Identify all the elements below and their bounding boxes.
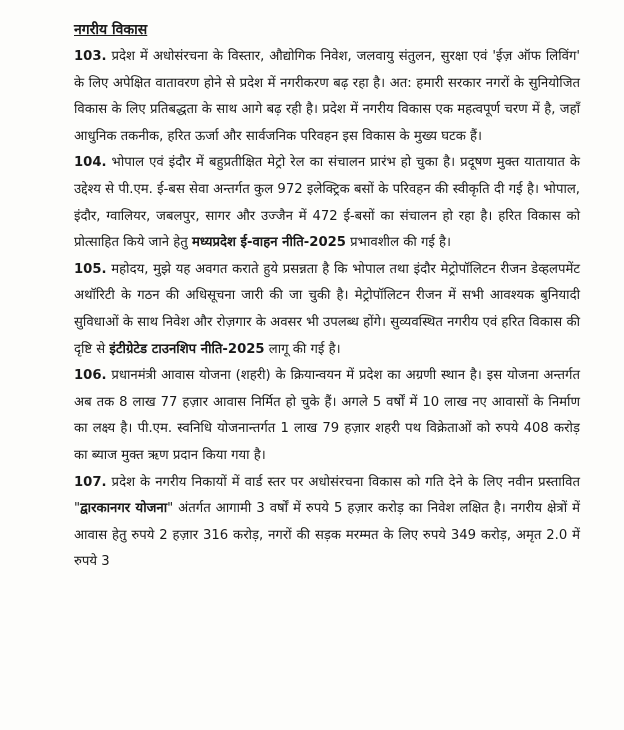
scheme-name-bold: द्वारकानगर योजना <box>80 501 168 517</box>
paragraph-number: 107. <box>74 474 107 490</box>
paragraph-text: प्रभावशील की गई है। <box>345 235 452 251</box>
paragraph-text: भोपाल एवं इंदौर में बहुप्रतीक्षित मेट्रो रेल का संचालन प्रारंभ हो चुका है। प्रदूषण मुक्त यातायात के उद्देश्य से पी.एम. ई-बस सेवा अन्तर्गत कुल 972 इलेक्ट्रिक बसों के परिवहन की स्वीकृति दी गई है। भोपाल, इंदौर, ग्वालियर, जबलपुर, सागर और उज्जैन में 472 ई-बसों का संचालन हो रहा है। हरित विकास को प्रोत्साहित किये जाने हेतु <box>74 155 580 251</box>
paragraph-104 <box>74 150 580 256</box>
paragraph-text: प्रदेश में अधोसंरचना के विस्तार, औद्योगिक निवेश, जलवायु संतुलन, सुरक्षा एवं 'ईज़ ऑफ लिविंग' के लिए अपेक्षित वातावरण होने से प्रदेश में नगरीकरण बढ़ रहा है। अत: हमारी सरकार नगरों के सुनियोजित विकास के लिए प्रतिबद्धता के साथ आगे बढ़ रही है। प्रदेश में नगरीय विकास एक महत्वपूर्ण चरण में है, जहाँ आधुनिक तकनीक, हरित ऊर्जा और सार्वजनिक परिवहन इस विकास के मुख्य घटक हैं। <box>74 49 580 144</box>
policy-name-bold: इंटीग्रेटेड टाउनशिप नीति-2025 <box>109 341 265 357</box>
paragraph-number: 103. <box>74 49 107 64</box>
paragraph-text: लागू की गई है। <box>264 341 341 357</box>
paragraph-text: प्रदेश के नगरीय निकायों में वार्ड स्तर पर अधोसंरचना विकास को गति देने के लिए नवीन प्रस्तावित " <box>74 474 580 517</box>
paragraph-106 <box>74 363 580 469</box>
paragraph-text: महोदय, मुझे यह अवगत कराते हुये प्रसन्नता है कि भोपाल तथा इंदौर मेट्रोपॉलिटन रीजन डेव्हलपमेंट अथॉरिटी के गठन की अधिसूचना जारी की जा चुकी है। मेट्रोपॉलिटन रीजन में सभी आवश्यक बुनियादी सुविधाओं के साथ निवेश और रोज़गार के अवसर भी उपलब्ध होंगे। सुव्यवस्थित नगरीय एवं हरित विकास की दृष्टि से <box>74 261 580 357</box>
policy-name-bold: मध्यप्रदेश ई-वाहन नीति-2025 <box>191 235 346 251</box>
paragraph-105 <box>74 257 580 363</box>
paragraph-number: 106. <box>74 368 107 384</box>
paragraph-107 <box>74 470 580 576</box>
paragraph-text: " अंतर्गत आगामी 3 वर्षों में रुपये 5 हज़ार करोड़ का निवेश लक्षित है। नगरीय क्षेत्रों में आवास हेतु रुपये 2 हज़ार 316 करोड़, नगरों की सड़क मरम्मत के लिए रुपये 349 करोड़, अमृत 2.0 में रुपये 3 <box>74 501 580 570</box>
paragraph-text: प्रधानमंत्री आवास योजना (शहरी) के क्रियान्वयन में प्रदेश का अग्रणी स्थान है। इस योजना अन्तर्गत अब तक 8 लाख 77 हज़ार आवास निर्मित हो चुके हैं। अगले 5 वर्षों में 10 लाख नए आवासों के निर्माण का लक्ष्य है। पी.एम. स्वनिधि योजनान्तर्गत 1 लाख 79 हज़ार शहरी पथ विक्रेताओं को रुपये 408 करोड़ का ब्याज मुक्त ऋण प्रदान किया गया है। <box>74 368 580 463</box>
paragraph-number: 104. <box>74 155 107 171</box>
paragraph-103 <box>74 44 580 150</box>
section-heading: नगरीय विकास <box>74 22 148 38</box>
paragraph-number: 105. <box>74 261 107 277</box>
